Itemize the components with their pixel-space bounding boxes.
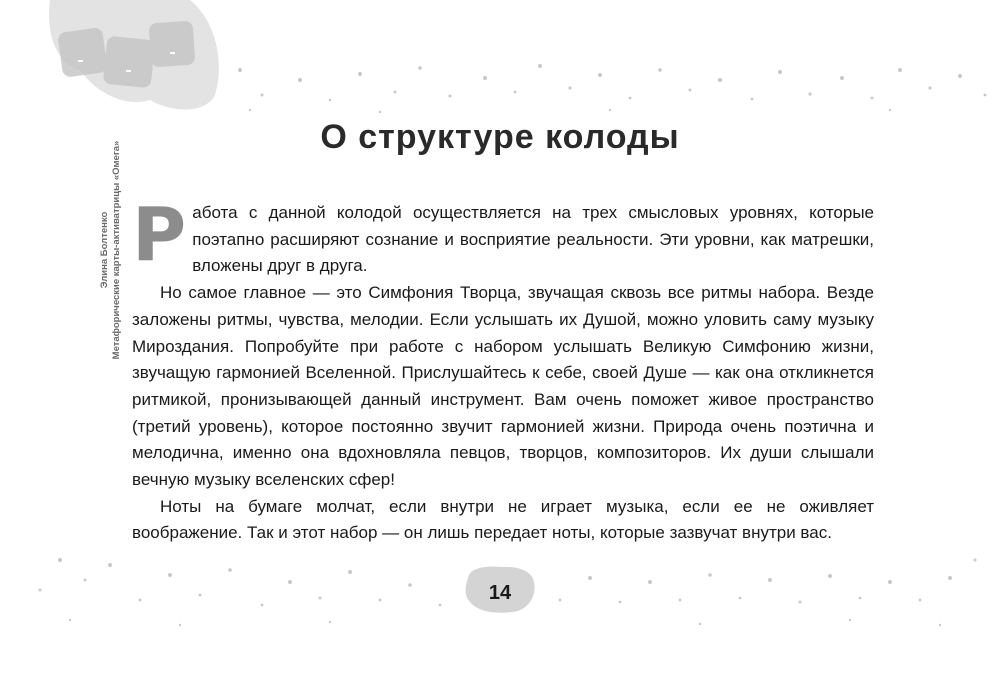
paragraph-3: Ноты на бумаге молчат, если внутри не играет музыка, если ее не оживляет воображение. Так и этот набор — он лишь передает ноты, которые зазвучат внутри вас.	[132, 496, 874, 543]
blob-block	[103, 36, 156, 89]
page-title: О структуре колоды	[320, 118, 680, 156]
book-title: Метафорические карты-активатрицы «Омега»	[111, 140, 122, 360]
paragraph-1-text: абота с данной колодой осуществляется на трех смысловых уровнях, которые поэтапно расширяют сознание и восприятие реальности. Эти уровни, как матрешки, вложены друг в друга.	[192, 203, 874, 276]
author-name: Элина Болтенко	[99, 211, 110, 289]
blob-block	[57, 27, 108, 78]
dot-band-top	[238, 64, 986, 113]
paragraph-1	[132, 192, 874, 280]
blob-block	[149, 21, 196, 68]
page-number: 14	[488, 582, 512, 604]
body-text	[132, 192, 874, 547]
drop-cap: Р	[132, 192, 187, 278]
paragraph-2: Но самое главное — это Симфония Творца, звучащая сквозь все ритмы набора. Везде заложены ритмы, чувства, мелодии. Если услышать их Душой, можно уловить саму музыку Мироздания. Попробуйте при работе с набором услышать Великую Симфонию жизни, звучащую гармонией Вселенной. Прислушайтесь к себе, своей Душе — как она откликнется ритмикой, пронизывающей данный инструмент. Вам очень поможет живое пространство (третий уровень), которое постоянно звучит гармонией жизни. Природа очень поэтична и мелодична, именно она вдохновляла певцов, творцов, композиторов. Их души слышали вечную музыку вселенских сфер!	[132, 283, 874, 490]
